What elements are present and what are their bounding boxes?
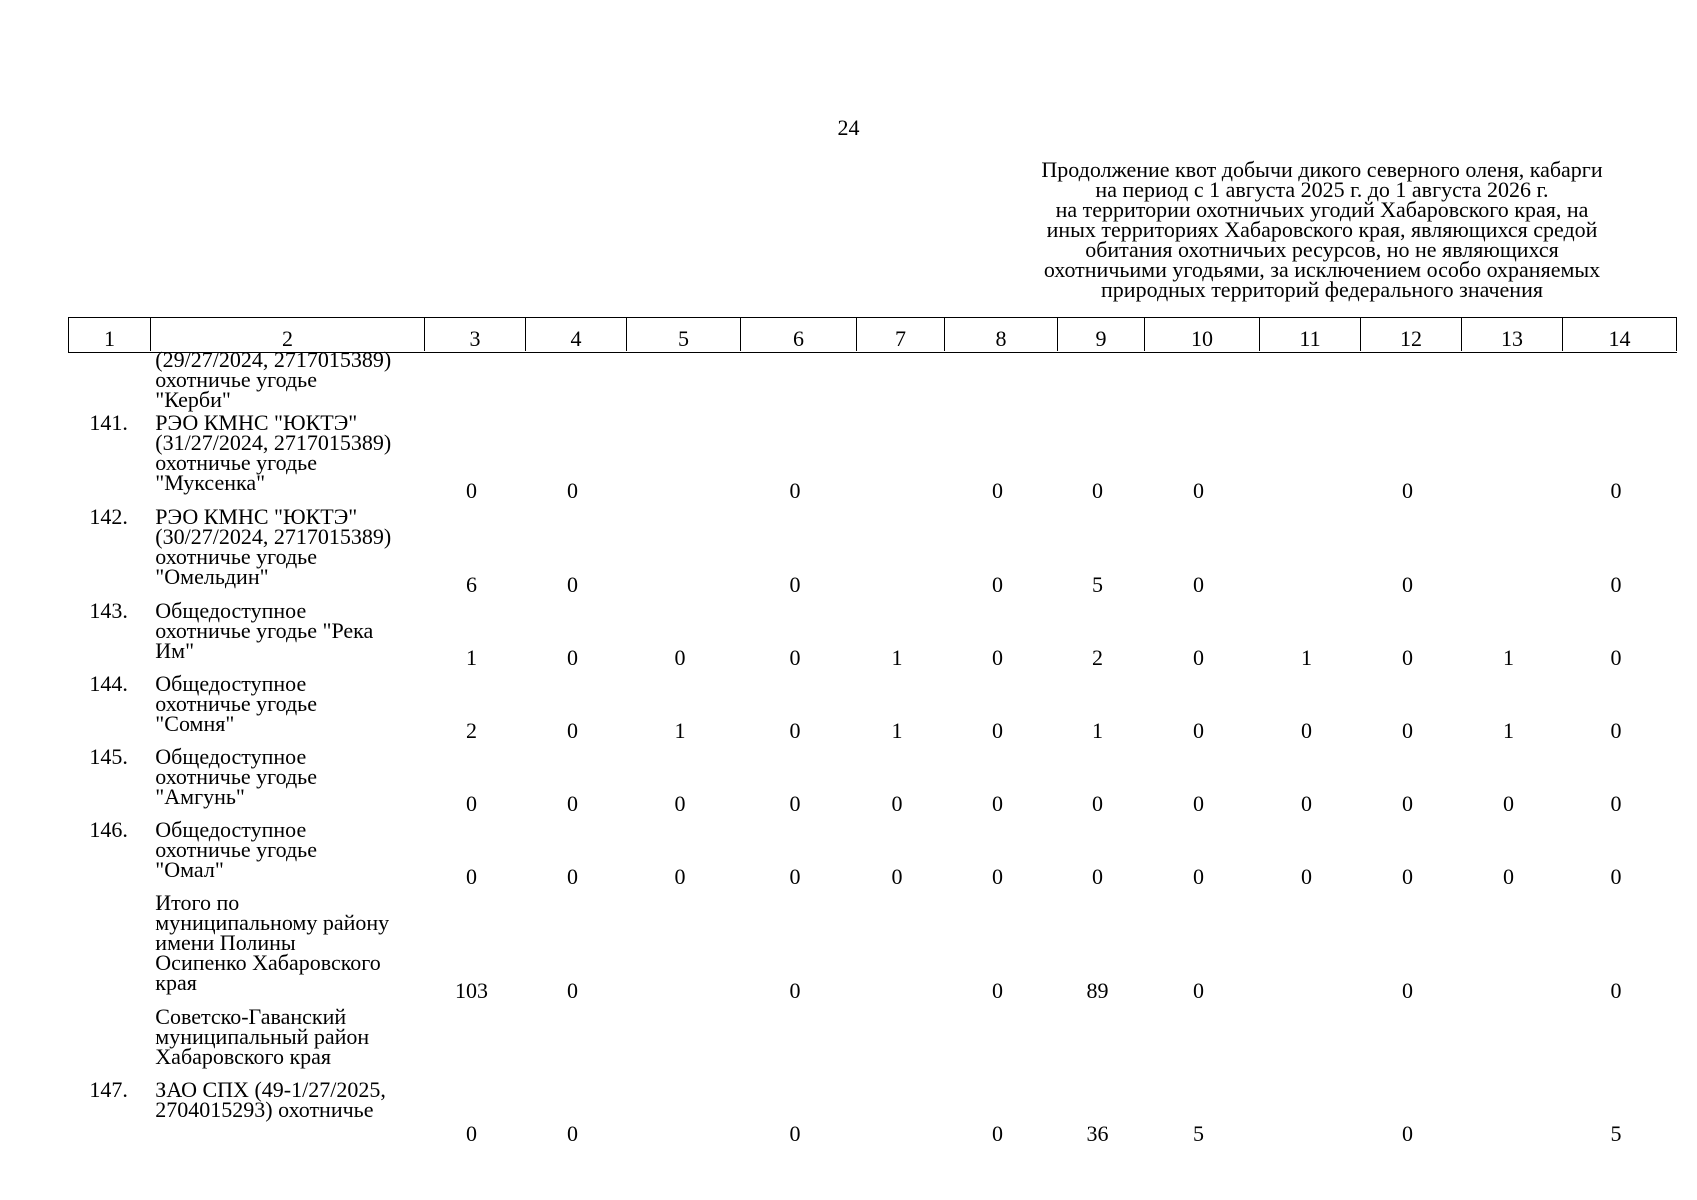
value-cell-col-12: 0: [1402, 791, 1413, 816]
value-cell-col-13: 1: [1503, 718, 1514, 743]
value-cell-col-11: 0: [1301, 791, 1312, 816]
value-cell-col-3: 103: [455, 978, 488, 1003]
value-cell-col-6: 0: [789, 718, 801, 743]
row-name-line: края: [155, 970, 197, 995]
row-name-line: Хабаровского края: [155, 1044, 332, 1069]
row-name: [149, 504, 421, 589]
value-cell-col-4: 0: [567, 718, 578, 743]
caption-line: Продолжение квот добычи дикого северного оленя, кабарги: [1041, 157, 1603, 182]
row-name-line: охотничье угодье: [155, 544, 317, 569]
value-cell-col-6: 0: [789, 478, 801, 503]
value-cell-col-12: 0: [1402, 718, 1413, 743]
row-values: [421, 864, 1673, 889]
value-cell-col-6: 0: [789, 978, 801, 1003]
table-row: [68, 1077, 1673, 1150]
value-cell-col-10: 0: [1193, 978, 1204, 1003]
page-number: 24: [837, 115, 860, 140]
row-name-line: Советско-Гаванский: [155, 1004, 347, 1029]
row-name-line: "Амгунь": [155, 784, 245, 809]
value-cell-col-4: 0: [567, 645, 578, 670]
value-cell-col-3: 0: [466, 791, 477, 816]
column-number-12: 12: [1361, 318, 1462, 351]
value-cell-col-9: 1: [1092, 718, 1103, 743]
row-name-line: ЗАО СПХ (49-1/27/2025,: [155, 1077, 386, 1102]
value-cell-col-4: 0: [567, 1121, 578, 1146]
value-cell-col-4: 0: [567, 864, 578, 889]
row-name-line: имени Полины: [155, 930, 296, 955]
column-number-14: 14: [1563, 318, 1677, 351]
column-number-10: 10: [1145, 318, 1260, 351]
row-name-line: Общедоступное: [155, 817, 307, 842]
row-name-line: РЭО КМНС "ЮКТЭ": [155, 504, 358, 529]
row-name: [149, 410, 421, 495]
value-cell-col-6: 0: [789, 572, 801, 597]
value-cell-col-8: 0: [992, 978, 1003, 1003]
column-number-2: 2: [151, 318, 425, 351]
row-name-line: РЭО КМНС "ЮКТЭ": [155, 410, 358, 435]
value-cell-col-14: 0: [1610, 718, 1622, 743]
value-cell-col-11: 0: [1301, 718, 1312, 743]
value-cell-col-12: 0: [1402, 1121, 1413, 1146]
quota-table-body: [68, 347, 1673, 1150]
row-name-line: охотничье угодье: [155, 837, 317, 862]
value-cell-col-14: 0: [1610, 572, 1622, 597]
row-name: [149, 671, 421, 736]
value-cell-col-9: 0: [1092, 478, 1103, 503]
row-values: [421, 572, 1673, 597]
value-cell-col-8: 0: [992, 478, 1003, 503]
value-cell-col-7: 0: [891, 791, 903, 816]
row-name-line: охотничье угодье "Река: [155, 618, 374, 643]
value-cell-col-13: 0: [1503, 864, 1514, 889]
column-number-4: 4: [526, 318, 627, 351]
row-name-line: Им": [155, 638, 195, 663]
value-cell-col-10: 0: [1193, 864, 1204, 889]
value-cell-col-7: 1: [891, 718, 903, 743]
value-cell-col-3: 0: [466, 1121, 477, 1146]
value-cell-col-10: 0: [1193, 572, 1204, 597]
row-values: [421, 718, 1673, 743]
value-cell-col-5: 0: [674, 645, 686, 670]
row-name: [149, 1004, 421, 1069]
column-number-3: 3: [425, 318, 526, 351]
row-number: 145.: [89, 744, 128, 769]
row-number: 144.: [89, 671, 128, 696]
column-number-9: 9: [1058, 318, 1145, 351]
value-cell-col-10: 0: [1193, 478, 1204, 503]
value-cell-col-8: 0: [992, 1121, 1003, 1146]
value-cell-col-3: 0: [466, 478, 477, 503]
column-number-5: 5: [627, 318, 741, 351]
row-name-line: (31/27/2024, 2717015389): [155, 430, 392, 455]
value-cell-col-5: 0: [674, 864, 686, 889]
value-cell-col-6: 0: [789, 1121, 801, 1146]
value-cell-col-12: 0: [1402, 478, 1413, 503]
row-name-line: "Омельдин": [155, 564, 269, 589]
value-cell-col-4: 0: [567, 478, 578, 503]
table-row: [68, 347, 1673, 413]
row-number: 142.: [89, 504, 128, 529]
row-name-line: Общедоступное: [155, 744, 307, 769]
value-cell-col-6: 0: [789, 864, 801, 889]
value-cell-col-10: 5: [1193, 1121, 1204, 1146]
row-name-line: охотничье угодье: [155, 764, 317, 789]
column-number-8: 8: [945, 318, 1058, 351]
value-cell-col-6: 0: [789, 645, 801, 670]
value-cell-col-8: 0: [992, 718, 1003, 743]
row-number: 147.: [89, 1077, 128, 1102]
value-cell-col-10: 0: [1193, 645, 1204, 670]
value-cell-col-14: 0: [1610, 864, 1622, 889]
value-cell-col-8: 0: [992, 645, 1003, 670]
row-number: 141.: [89, 410, 128, 435]
table-row: [68, 598, 1673, 674]
value-cell-col-14: 0: [1610, 478, 1622, 503]
value-cell-col-5: 0: [674, 791, 686, 816]
row-name: [149, 347, 421, 412]
value-cell-col-12: 0: [1402, 978, 1413, 1003]
caption-line: на территории охотничьих угодий Хабаровского края, на: [1055, 197, 1589, 222]
row-name: [149, 1077, 421, 1122]
row-name-line: охотничье угодье: [155, 691, 317, 716]
value-cell-col-9: 2: [1092, 645, 1103, 670]
row-name: [149, 598, 421, 663]
value-cell-col-10: 0: [1193, 718, 1204, 743]
row-values: [421, 1121, 1673, 1146]
caption-line: обитания охотничьих ресурсов, но не являющихся: [1085, 237, 1559, 262]
row-values: [421, 791, 1673, 816]
table-row: [68, 744, 1673, 820]
row-name-line: 2704015293) охотничье: [155, 1097, 374, 1122]
value-cell-col-7: 1: [891, 645, 903, 670]
value-cell-col-3: 2: [466, 718, 477, 743]
column-number-1: 1: [69, 318, 151, 351]
row-values: [421, 478, 1673, 503]
row-name-line: охотничье угодье: [155, 450, 317, 475]
row-name-line: "Керби": [155, 387, 231, 412]
row-name-line: муниципальному району: [155, 910, 390, 935]
table-row: [68, 817, 1673, 893]
column-number-11: 11: [1260, 318, 1361, 351]
row-name-line: "Муксенка": [155, 470, 266, 495]
value-cell-col-5: 1: [674, 718, 686, 743]
value-cell-col-8: 0: [992, 572, 1003, 597]
row-name-line: "Сомня": [155, 711, 235, 736]
row-name: [149, 744, 421, 809]
caption-line: природных территорий федерального значения: [1101, 277, 1543, 302]
value-cell-col-4: 0: [567, 572, 578, 597]
value-cell-col-11: 0: [1301, 864, 1312, 889]
row-name-line: Итого по: [155, 890, 240, 915]
row-name-line: Общедоступное: [155, 598, 307, 623]
row-name-line: Осипенко Хабаровского: [155, 950, 381, 975]
column-number-6: 6: [741, 318, 857, 351]
row-name: [149, 817, 421, 882]
row-name-line: охотничье угодье: [155, 367, 317, 392]
value-cell-col-4: 0: [567, 978, 578, 1003]
value-cell-col-12: 0: [1402, 864, 1413, 889]
value-cell-col-3: 1: [466, 645, 477, 670]
table-row: [68, 671, 1673, 747]
value-cell-col-14: 5: [1610, 1121, 1622, 1146]
value-cell-col-9: 89: [1086, 978, 1109, 1003]
table-row: [68, 1004, 1673, 1080]
value-cell-col-13: 0: [1503, 791, 1514, 816]
value-cell-col-9: 0: [1092, 791, 1103, 816]
row-name-line: (29/27/2024, 2717015389): [155, 347, 392, 372]
caption-line: иных территориях Хабаровского края, являющихся средой: [1046, 217, 1598, 242]
value-cell-col-11: 1: [1301, 645, 1312, 670]
value-cell-col-14: 0: [1610, 978, 1622, 1003]
caption-line: охотничьими угодьями, за исключением особо охраняемых: [1043, 257, 1601, 282]
value-cell-col-12: 0: [1402, 572, 1413, 597]
column-number-7: 7: [857, 318, 945, 351]
row-name-line: (30/27/2024, 2717015389): [155, 524, 392, 549]
table-caption: [1002, 157, 1642, 302]
row-name-line: Общедоступное: [155, 671, 307, 696]
value-cell-col-6: 0: [789, 791, 801, 816]
value-cell-col-14: 0: [1610, 645, 1622, 670]
value-cell-col-4: 0: [567, 791, 578, 816]
row-values: [421, 645, 1673, 670]
row-name-line: муниципальный район: [155, 1024, 370, 1049]
value-cell-col-9: 5: [1092, 572, 1103, 597]
value-cell-col-8: 0: [992, 791, 1003, 816]
value-cell-col-3: 0: [466, 864, 477, 889]
row-number: 146.: [89, 817, 128, 842]
value-cell-col-8: 0: [992, 864, 1003, 889]
row-name: [149, 890, 421, 995]
value-cell-col-14: 0: [1610, 791, 1622, 816]
value-cell-col-3: 6: [466, 572, 477, 597]
caption-line: на период с 1 августа 2025 г. до 1 августа 2026 г.: [1095, 177, 1549, 202]
value-cell-col-9: 0: [1092, 864, 1103, 889]
value-cell-col-13: 1: [1503, 645, 1514, 670]
table-row: [68, 890, 1673, 1007]
value-cell-col-12: 0: [1402, 645, 1413, 670]
row-number: 143.: [89, 598, 128, 623]
column-number-13: 13: [1462, 318, 1563, 351]
row-values: [421, 978, 1673, 1003]
value-cell-col-7: 0: [891, 864, 903, 889]
table-row: [68, 504, 1673, 601]
value-cell-col-10: 0: [1193, 791, 1204, 816]
value-cell-col-9: 36: [1086, 1121, 1109, 1146]
table-row: [68, 410, 1673, 507]
row-name-line: "Омал": [155, 857, 224, 882]
